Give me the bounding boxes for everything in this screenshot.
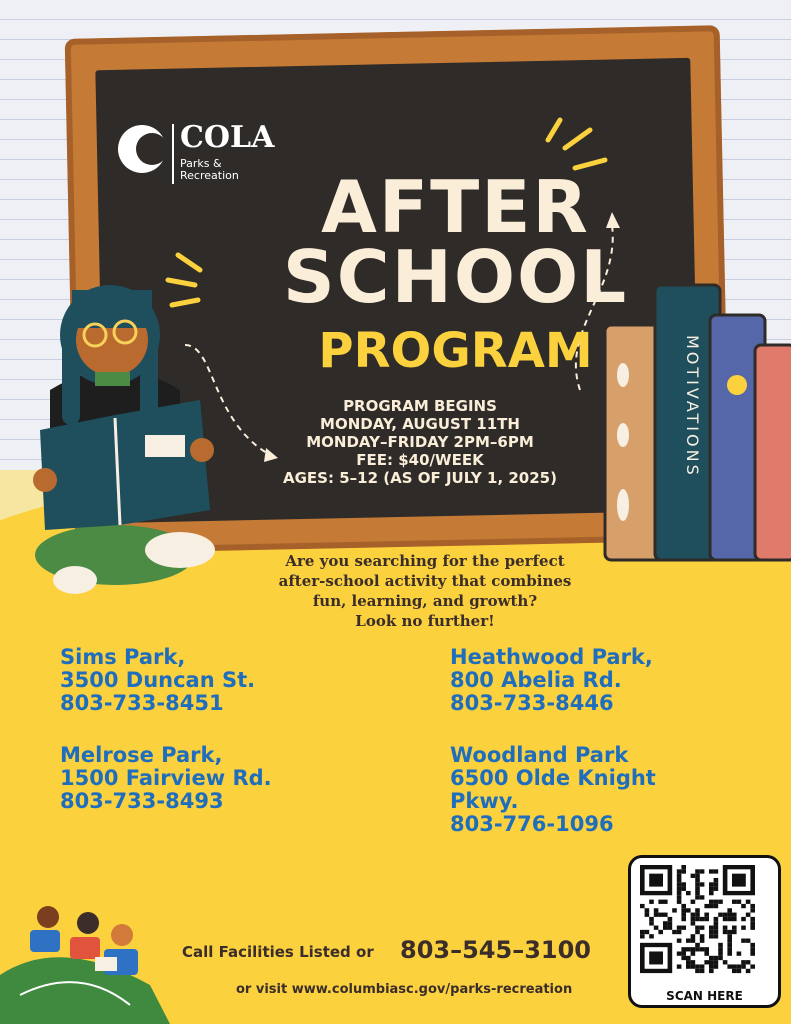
detail-begins: PROGRAM BEGINS xyxy=(343,397,497,415)
logo-sub-line-1: Parks & xyxy=(180,157,222,170)
location-phone[interactable]: 803-776-1096 xyxy=(450,812,614,836)
logo-name: COLA xyxy=(180,120,275,155)
location-melrose-park xyxy=(60,744,272,813)
pitch-line-3: fun, learning, and growth? xyxy=(312,592,538,610)
kids-reading-illustration xyxy=(0,895,170,1024)
footer-call-text: Call Facilities Listed or xyxy=(182,943,374,961)
footer-website[interactable]: or visit www.columbiasc.gov/parks-recreation xyxy=(236,982,573,997)
location-name: Woodland Park xyxy=(450,743,629,767)
location-address: 1500 Fairview Rd. xyxy=(60,766,272,790)
intro-pitch xyxy=(225,551,625,631)
location-address: 3500 Duncan St. xyxy=(60,668,256,692)
location-address-cont: Pkwy. xyxy=(450,789,519,813)
pitch-line-2: after-school activity that combines xyxy=(278,572,572,590)
detail-ages: AGES: 5–12 (AS OF JULY 1, 2025) xyxy=(283,469,557,487)
location-sims-park xyxy=(60,646,255,715)
location-address: 800 Abelia Rd. xyxy=(450,668,622,692)
location-name: Melrose Park, xyxy=(60,743,223,767)
qr-scan-label: SCAN HERE xyxy=(666,989,743,1003)
title-program: PROGRAM xyxy=(318,323,593,379)
title-school: SCHOOL xyxy=(282,235,629,319)
location-name: Heathwood Park, xyxy=(450,645,653,669)
pitch-line-1: Are you searching for the perfect xyxy=(285,552,565,570)
detail-fee: FEE: $40/WEEK xyxy=(356,451,484,469)
footer-phone[interactable]: 803–545–3100 xyxy=(400,936,591,964)
book-spine-text: MOTIVATIONS xyxy=(683,335,702,478)
location-phone[interactable]: 803-733-8446 xyxy=(450,691,614,715)
detail-schedule: MONDAY–FRIDAY 2PM–6PM xyxy=(306,433,534,451)
location-phone[interactable]: 803-733-8493 xyxy=(60,789,224,813)
qr-code[interactable] xyxy=(628,855,781,1008)
qr-pattern xyxy=(640,865,769,983)
girl-reading-illustration xyxy=(20,240,250,600)
location-address: 6500 Olde Knight xyxy=(450,766,656,790)
detail-start-date: MONDAY, AUGUST 11TH xyxy=(320,415,520,433)
location-woodland-park xyxy=(450,744,656,836)
location-heathwood-park xyxy=(450,646,653,715)
pitch-line-4: Look no further! xyxy=(355,612,495,630)
title-after: AFTER xyxy=(321,165,590,249)
location-phone[interactable]: 803-733-8451 xyxy=(60,691,224,715)
program-details xyxy=(260,397,580,487)
location-name: Sims Park, xyxy=(60,645,186,669)
books-illustration xyxy=(595,245,791,575)
logo-sub-line-2: Recreation xyxy=(180,169,239,182)
